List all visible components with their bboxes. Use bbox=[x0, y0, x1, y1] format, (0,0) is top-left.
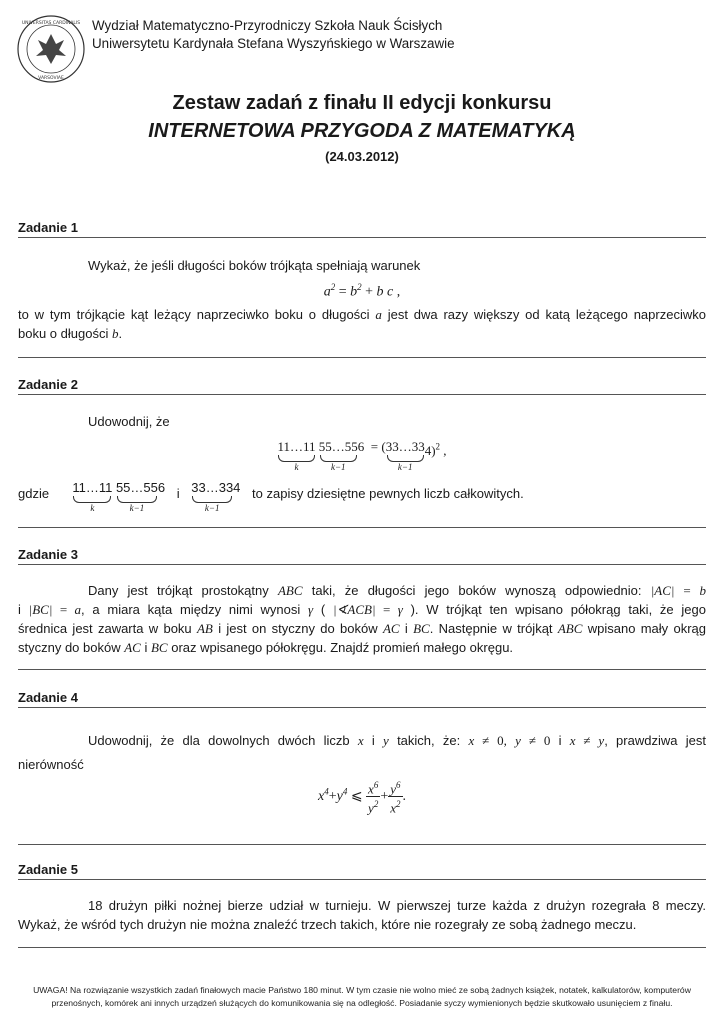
task-2-heading: Zadanie 2 bbox=[18, 377, 78, 392]
institution-line-1: Wydział Matematyczno-Przyrodniczy Szkoła Nauk Ścisłych bbox=[92, 18, 443, 33]
task-3-line-1: Dany jest trójkąt prostokątny ABC taki, że długości jego boków wynoszą odpowiednio: |AC| = b bbox=[88, 583, 706, 598]
task-1-equation: $a^2 = b^2 + b$ c , bbox=[323, 282, 401, 300]
svg-text:VARSOVIAE: VARSOVIAE bbox=[38, 76, 64, 81]
task-2-intro: Udowodnij, że bbox=[88, 414, 170, 429]
divider bbox=[18, 394, 706, 395]
divider bbox=[18, 844, 706, 845]
task-3-line-4: styczny do boków AC i BC oraz wpisanego półokręgu. Znajdź promień małego okręgu. bbox=[18, 640, 514, 655]
footer-line-2: przenośnych, komórek ani innych urządzeń służących do komunikowania się na odległość. Posiadanie syczy wymienionych będzie skutkowało usunięciem z finału. bbox=[51, 998, 673, 1008]
footer-line-1: UWAGA! Na rozwiązanie wszystkich zadań finałowych macie Państwo 180 minut. W tym czasie nie wolno mieć ze sobą żadnych książek, notatek, kalkulatorów, komputerów bbox=[33, 985, 691, 995]
task-4-line-1: Udowodnij, że dla dowolnych dwóch liczb x i y takich, że: x ≠ 0, y ≠ 0 i x ≠ y, prawdziwa jest bbox=[88, 733, 706, 748]
task-1-text-end: boku o długości b. bbox=[18, 326, 123, 341]
task-3-line-3: średnica jest zawarta w boku AB i jest on styczny do boków AC i BC. Następnie w trójkąt ABC wpisano mały okrąg bbox=[18, 621, 706, 636]
divider bbox=[18, 879, 706, 880]
task-3-line-2: i |BC| = a, a miara kąta między nimi wynosi γ ( |∢ACB| = γ ). W trójkąt ten wpisano półokrąg taki, że jego bbox=[18, 602, 706, 617]
divider bbox=[18, 527, 706, 528]
task-4-line-2: nierówność bbox=[18, 757, 84, 772]
institution-line-2: Uniwersytetu Kardynała Stefana Wyszyńskiego w Warszawie bbox=[92, 36, 455, 51]
divider bbox=[18, 669, 706, 670]
competition-name: INTERNETOWA PRZYGODA Z MATEMATYKĄ bbox=[148, 120, 576, 142]
footer-note bbox=[0, 984, 724, 1010]
svg-text:UNIVERSITAS CARDINALIS: UNIVERSITAS CARDINALIS bbox=[21, 21, 81, 26]
task-5-line-2: Wykaż, że wśród tych drużyn nie można znaleźć trzech takich, które nie rozegrały ze sobą żadnego meczu. bbox=[18, 917, 637, 932]
divider bbox=[18, 947, 706, 948]
task-1-heading: Zadanie 1 bbox=[18, 220, 78, 235]
task-1-text: to w tym trójkącie kąt leżący naprzeciwko boku o długości a jest dwa razy większy od katą leżącego naprzeciwko bbox=[18, 307, 706, 322]
divider bbox=[18, 564, 706, 565]
task-2-where: gdzie 11…11 k 55…55 k−1 6 i 33…33 k−1 4 to zapisy dziesiętne pewnych liczb całkowitych. bbox=[18, 480, 524, 513]
competition-date: (24.03.2012) bbox=[325, 149, 399, 164]
divider bbox=[18, 237, 706, 238]
divider bbox=[18, 707, 706, 708]
university-seal-icon bbox=[16, 14, 86, 84]
task-5-line-1: 18 drużyn piłki nożnej bierze udział w turnieju. W pierwszej turze każda z drużyn rozegrała 8 meczy. bbox=[88, 898, 706, 913]
page-title: Zestaw zadań z finału II edycji konkursu bbox=[172, 92, 552, 114]
task-4-inequality: $x^4+y^4$ ⩽ $\frac{x^6}{y^2}$ + $\frac{y^6}{x^2}$ . bbox=[317, 780, 407, 816]
task-1-intro: Wykaż, że jeśli długości boków trójkąta spełniają warunek bbox=[88, 258, 421, 273]
task-3-heading: Zadanie 3 bbox=[18, 547, 78, 562]
institution-header bbox=[92, 17, 455, 53]
task-5-heading: Zadanie 5 bbox=[18, 862, 78, 877]
task-4-heading: Zadanie 4 bbox=[18, 690, 78, 705]
divider bbox=[18, 357, 706, 358]
task-2-equation: 11…11 k 55…55 k−1 6 = ( 33…33 k−1 4)$^2$ , bbox=[277, 439, 447, 472]
